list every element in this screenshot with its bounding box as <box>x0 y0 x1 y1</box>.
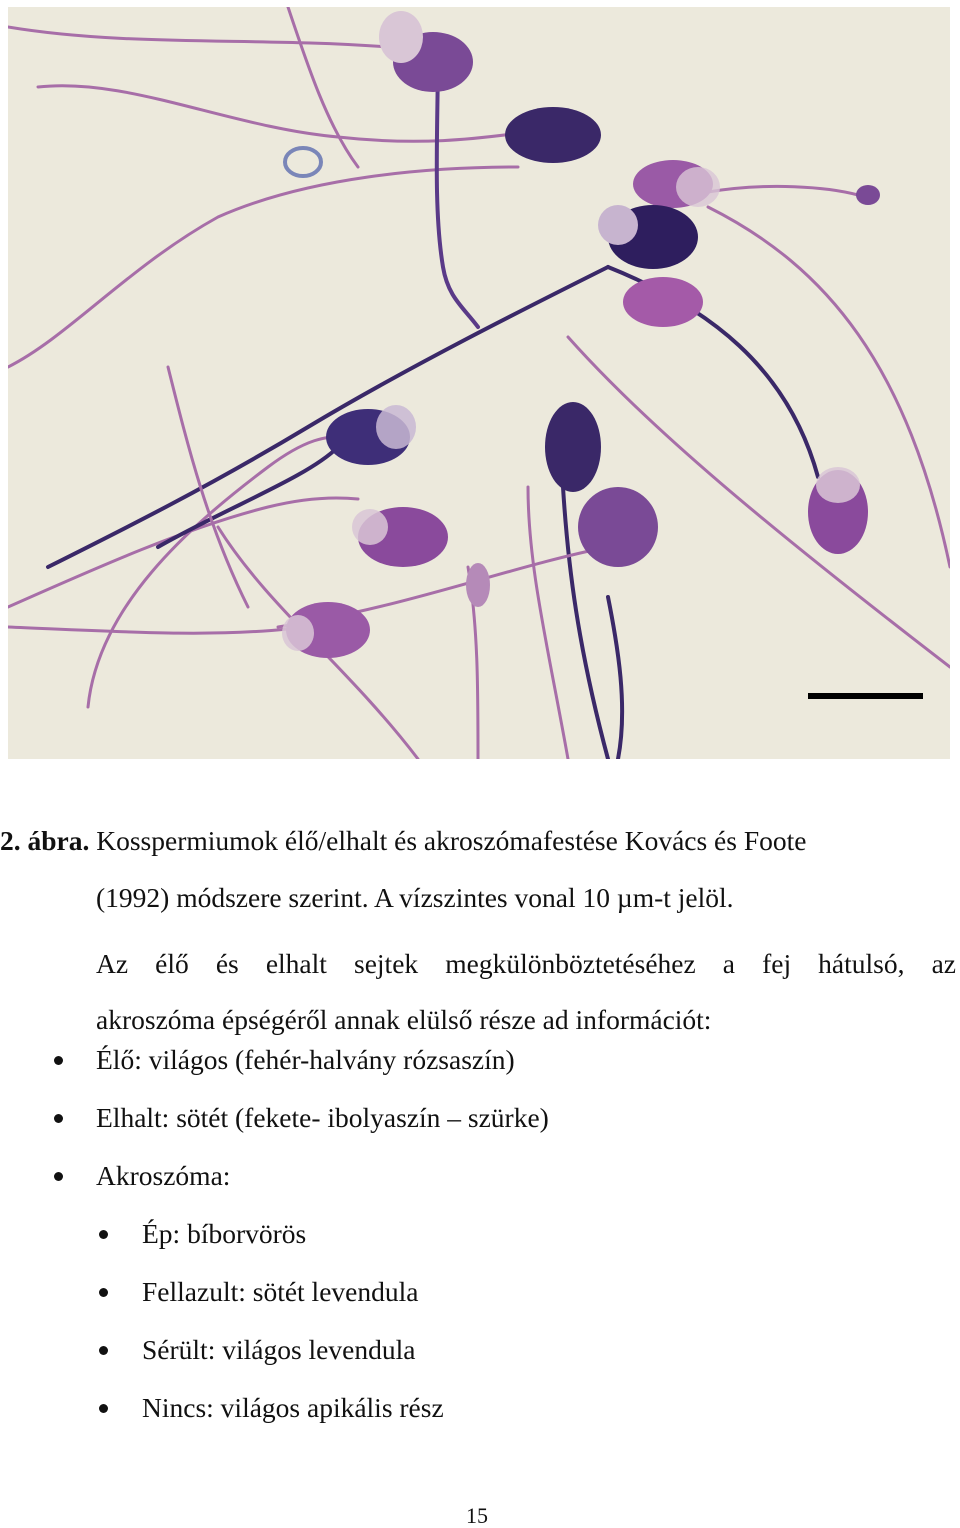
caption-text: Kosspermiumok élő/elhalt és akroszómafestése Kovács és Foote <box>89 825 807 856</box>
figure-caption-line2: (1992) módszere szerint. A vízszintes vonal 10 µm-t jelöl. <box>96 882 734 913</box>
sublist-item: Nincs: világos apikális rész <box>142 1392 444 1423</box>
list-item: Élő: világos (fehér-halvány rózsaszín) <box>96 1044 515 1075</box>
figure-caption-line1 <box>0 827 806 855</box>
sublist-item: Fellazult: sötét levendula <box>142 1276 419 1307</box>
figure-label: 2. ábra. <box>0 825 90 856</box>
sublist-item: Sérült: világos levendula <box>142 1334 416 1365</box>
page-number: 15 <box>466 1503 488 1528</box>
bullet-icon <box>54 1172 63 1181</box>
list-item: Akroszóma: <box>96 1160 231 1191</box>
bullet-icon <box>99 1288 108 1297</box>
bullet-icon <box>99 1230 108 1239</box>
sperm-cells-micrograph <box>8 7 950 759</box>
description-paragraph <box>96 936 956 1048</box>
sublist-item: Ép: bíborvörös <box>142 1218 307 1249</box>
bullet-icon <box>99 1346 108 1355</box>
micrograph-figure <box>8 7 950 759</box>
paragraph-line2: akroszóma épségéről annak elülső része ad információt: <box>96 1004 712 1035</box>
bullet-icon <box>54 1056 63 1065</box>
paragraph-line1: Az élő és elhalt sejtek megkülönböztetéséhez a fej hátulsó, az <box>96 948 956 979</box>
list-item: Elhalt: sötét (fekete- ibolyaszín – szürke) <box>96 1102 549 1133</box>
scale-bar <box>808 693 923 699</box>
bullet-icon <box>99 1404 108 1413</box>
bullet-icon <box>54 1114 63 1123</box>
